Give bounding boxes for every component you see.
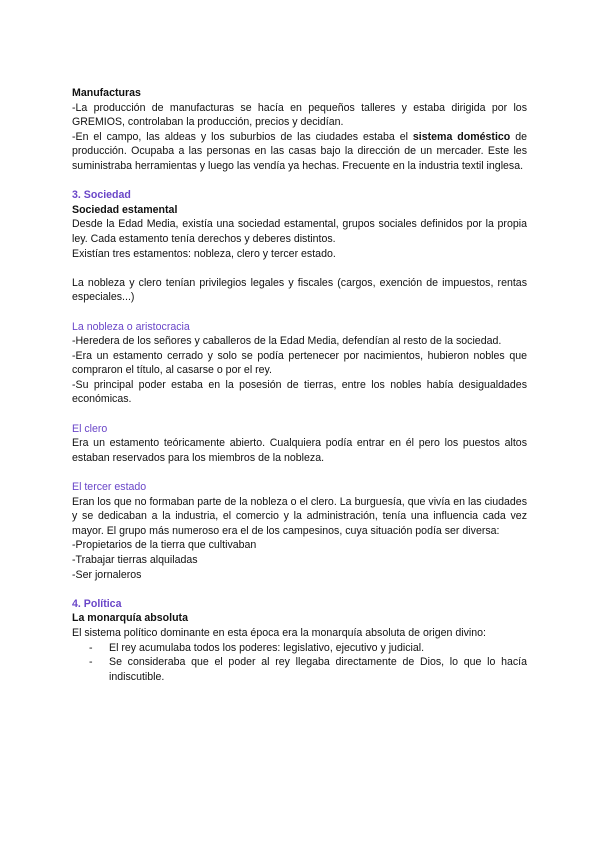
manufacturas-p2-before: -En el campo, las aldeas y los suburbios de las ciudades estaba el [72,130,413,143]
manufacturas-paragraph-2 [72,130,527,174]
sociedad-paragraph-1: Desde la Edad Media, existía una sociedad estamental, grupos sociales definidos por la propia ley. Cada estamento tenía derechos y deberes distintos. [72,218,527,245]
sociedad-paragraph-3: La nobleza y clero tenían privilegios legales y fiscales (cargos, exención de impuestos, rentas especiales...) [72,276,527,304]
section-title-sociedad: 3. Sociedad [72,189,131,202]
manufacturas-heading: Manufacturas [72,87,141,99]
nobleza-paragraph-1: -Heredera de los señores y caballeros de la Edad Media, defendían al resto de la sociedad. [72,335,502,348]
list-item [72,641,527,656]
clero-paragraph-1: Era un estamento teóricamente abierto. Cualquiera podía entrar en él pero los puestos altos estaban reservados para los miembros de la nobleza. [72,437,527,464]
sistema-domestico-bold: sistema doméstico [412,130,511,143]
nobleza-title: La nobleza o aristocracia [72,320,190,333]
tercer-estado-title: El tercer estado [72,481,147,494]
sociedad-estamental-heading: Sociedad estamental [72,203,178,216]
tercer-estado-line-2: -Trabajar tierras alquiladas [72,554,198,566]
nobleza-paragraph-2: -Era un estamento cerrado y solo se podía pertenecer por nacimientos, hubieron nobles que compraron el título, al casarse o por el rey. [72,349,527,377]
poderes-list [72,641,527,685]
tercer-estado-paragraph-1: Eran los que no formaban parte de la nobleza o el clero. La burguesía, que vivía en las ciudades y se dedicaban a la industria, el comercio y la administración, tenía una influencia cada vez mayor. El grupo más numeroso era el de los campesinos, cuya situación podía ser diversa: [72,495,527,537]
tercer-estado-line-1: -Propietarios de la tierra que cultivaban [72,539,257,552]
dash-marker: - [89,641,93,654]
document-content [72,86,527,684]
clero-title: El clero [72,422,108,435]
manufacturas-paragraph-1: -La producción de manufacturas se hacía en pequeños talleres y estaba dirigida por los GREMIOS, controlaban la producción, precios y decidían. [72,101,527,129]
tercer-estado-line-3: -Ser jornaleros [72,568,142,581]
list-item [72,655,527,684]
nobleza-paragraph-3: -Su principal poder estaba en la posesión de tierras, entre los nobles había desigualdades económicas. [72,378,527,406]
sociedad-paragraph-2: Existían tres estamentos: nobleza, clero y tercer estado. [72,247,336,260]
section-title-politica: 4. Política [72,597,122,610]
list-item-text: Se consideraba que el poder al rey llegaba directamente de Dios, lo que lo hacía indiscutible. [109,656,527,683]
monarquia-absoluta-heading: La monarquía absoluta [72,612,188,625]
politica-paragraph-1: El sistema político dominante en esta época era la monarquía absoluta de origen divino: [72,626,486,639]
manufacturas-p2-after: de producción. Ocupaba a las personas en las casas bajo la dirección de un mercader. Este les suministraba herramientas y luego las vendía ya hechas. Frecuente en la industria textil inglesa. [72,130,527,172]
dash-marker: - [89,656,93,669]
list-item-text: El rey acumulaba todos los poderes: legislativo, ejecutivo y judicial. [109,641,425,654]
